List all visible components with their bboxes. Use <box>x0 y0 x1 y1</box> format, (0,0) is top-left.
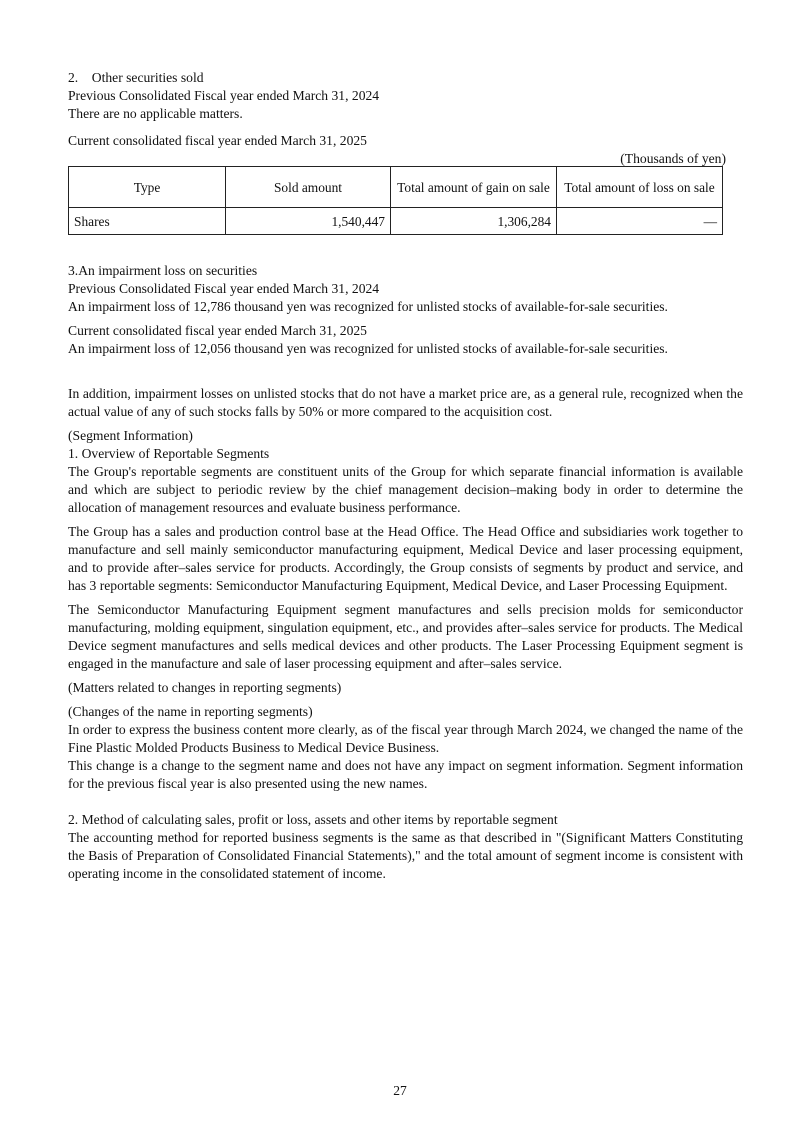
col-header-type: Type <box>69 167 226 208</box>
segment-paragraph-4: In order to express the business content more clearly, as of the fiscal year through March 2024, we changed the name of the Fine Plastic Molded Products Business to Medical Device Business. <box>68 722 743 755</box>
segment-paragraph-2: The Group has a sales and production control base at the Head Office. The Head Office and subsidiaries work together to manufacture and sell mainly semiconductor manufacturing equipment, Medical Device and laser processing equipment, and to provide after–sales service for products. Accordingly, the Group consists of segments by product and service, and has 3 reportable segments: Semiconductor Manufacturing Equipment, Medical Device, and Laser Processing Equipment. <box>68 524 743 593</box>
calculation-method-heading: 2. Method of calculating sales, profit or loss, assets and other items by reportable segment <box>68 812 558 827</box>
segment-information-title: (Segment Information) <box>68 428 193 443</box>
col-header-gain-on-sale: Total amount of gain on sale <box>391 167 557 208</box>
page-number: 27 <box>393 1083 407 1098</box>
addition-paragraph: In addition, impairment losses on unlisted stocks that do not have a market price are, as a general rule, recognized when the actual value of any of such stocks falls by 50% or more compared to the acquisition cost. <box>68 386 743 419</box>
calculation-method-paragraph: The accounting method for reported business segments is the same as that described in "(Significant Matters Constituting the Basis of Preparation of Consolidated Financial Statements)," and the total amount of segment income is consistent with operating income in the consolidated statement of income. <box>68 830 743 881</box>
previous-period-label: Previous Consolidated Fiscal year ended March 31, 2024 <box>68 88 380 103</box>
table-header-row <box>69 167 723 208</box>
section-heading-impairment-loss: 3.An impairment loss on securities <box>68 263 258 278</box>
segment-paragraph-3: The Semiconductor Manufacturing Equipment segment manufactures and sells precision molds for semiconductor manufacturing, molding equipment, singulation equipment, etc., and provides after–sales service for products. The Medical Device segment manufactures and sells medical devices and other products. The Laser Processing Equipment segment is engaged in the manufacture and sale of laser processing equipment and after–sales service. <box>68 602 743 671</box>
cell-sold-amount: 1,540,447 <box>226 208 391 235</box>
unit-label: (Thousands of yen) <box>620 151 726 166</box>
segment-name-change-title: (Changes of the name in reporting segments) <box>68 704 313 719</box>
segment-changes-title: (Matters related to changes in reporting segments) <box>68 680 342 695</box>
table-row <box>69 208 723 235</box>
current-period-label: Current consolidated fiscal year ended March 31, 2025 <box>68 133 367 148</box>
segment-overview-heading: 1. Overview of Reportable Segments <box>68 446 270 461</box>
previous-period-label-2: Previous Consolidated Fiscal year ended March 31, 2024 <box>68 281 380 296</box>
segment-paragraph-5: This change is a change to the segment name and does not have any impact on segment information. Segment information for the previous fiscal year is also presented using the new names. <box>68 758 743 791</box>
impairment-note-previous: An impairment loss of 12,786 thousand yen was recognized for unlisted stocks of available-for-sale securities. <box>68 299 668 314</box>
current-period-label-2: Current consolidated fiscal year ended March 31, 2025 <box>68 323 367 338</box>
cell-type: Shares <box>69 208 226 235</box>
cell-loss-on-sale: ― <box>557 208 723 235</box>
impairment-note-current: An impairment loss of 12,056 thousand yen was recognized for unlisted stocks of available-for-sale securities. <box>68 341 668 356</box>
col-header-loss-on-sale: Total amount of loss on sale <box>557 167 723 208</box>
col-header-sold-amount: Sold amount <box>226 167 391 208</box>
document-page <box>68 69 743 883</box>
securities-sold-table <box>68 166 723 235</box>
section-heading-other-securities-sold: 2. Other securities sold <box>68 70 204 85</box>
cell-gain-on-sale: 1,306,284 <box>391 208 557 235</box>
segment-paragraph-1: The Group's reportable segments are constituent units of the Group for which separate financial information is available and which are subject to periodic review by the chief management decision–making body in order to determine the allocation of management resources and evaluate business performance. <box>68 464 743 515</box>
no-applicable-note: There are no applicable matters. <box>68 106 243 121</box>
